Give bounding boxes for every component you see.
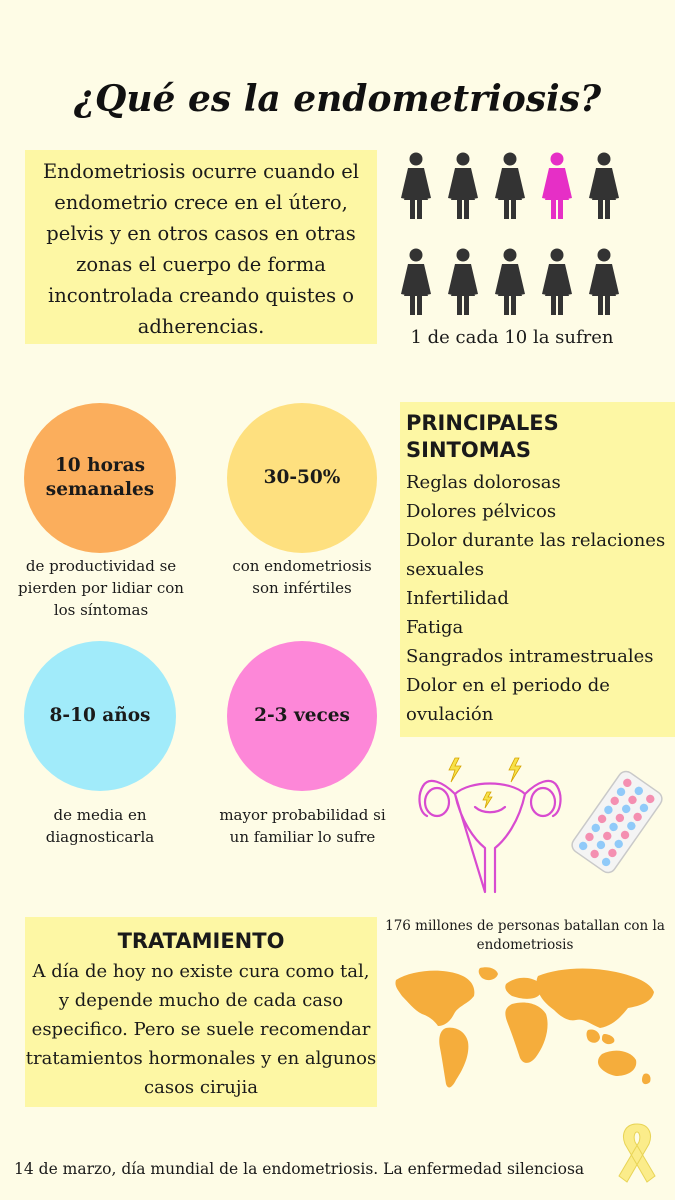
symptom-item: Sangrados intramestruales [406, 646, 654, 667]
woman-icon [589, 249, 619, 316]
women-caption: 1 de cada 10 la sufren [410, 327, 614, 348]
symptom-item: Dolores pélvicos [406, 501, 557, 522]
uterus-icon [415, 752, 565, 897]
symptoms-box [400, 402, 675, 737]
stat-value: 8-10 años [49, 705, 151, 726]
page-title: ¿Qué es la endometriosis? [73, 78, 602, 120]
woman-icon [589, 153, 619, 220]
stat-value: 2-3 veces [254, 705, 350, 726]
world-map-icon [388, 962, 660, 1102]
woman-icon [542, 153, 572, 220]
stat-value: 30-50% [263, 467, 341, 488]
map-caption: 176 millones de personas batallan con la endometriosis [385, 918, 665, 953]
footer-text: 14 de marzo, día mundial de la endometriosis. La enfermedad silenciosa [14, 1160, 585, 1178]
symptom-item: Infertilidad [406, 588, 509, 609]
treatment-box [25, 917, 377, 1107]
stat-caption-family: mayor probabilidad si un familiar lo sufre [219, 806, 386, 846]
ribbon-icon [615, 1120, 659, 1188]
symptom-item: Dolor durante las relaciones sexuales [406, 530, 666, 580]
woman-icon [495, 249, 525, 316]
symptom-item: Fatiga [406, 617, 464, 638]
woman-icon [448, 249, 478, 316]
stat-circle-family [227, 641, 377, 791]
woman-icon [448, 153, 478, 220]
symptoms-heading: PRINCIPALES SINTOMAS [406, 411, 559, 462]
stat-circle-diagnosis [24, 641, 176, 791]
woman-icon [401, 153, 431, 220]
stat-value: 10 horas semanales [45, 455, 155, 500]
stat-caption-hours: de productividad se pierden por lidiar con los síntomas [18, 557, 184, 619]
stat-circle-hours [24, 403, 176, 553]
woman-icon [495, 153, 525, 220]
woman-icon [542, 249, 572, 316]
stat-circle-infertility [227, 403, 377, 553]
stat-caption-infertility: con endometriosis son infértiles [232, 557, 372, 597]
woman-icon [401, 249, 431, 316]
symptom-item: Dolor en el periodo de ovulación [406, 675, 610, 725]
symptom-item: Reglas dolorosas [406, 472, 561, 493]
symptoms-list [406, 468, 675, 729]
treatment-heading: TRATAMIENTO [117, 929, 285, 953]
stat-caption-diagnosis: de media en diagnosticarla [45, 806, 155, 846]
intro-text: Endometriosis ocurre cuando el endometrio crece en el útero, pelvis y en otros casos en otras zonas el cuerpo de forma incontrolada creando quistes o adherencias. [25, 150, 377, 344]
pill-pack-icon [570, 770, 665, 875]
treatment-text: A día de hoy no existe cura como tal, y depende mucho de cada caso especifico. Pero se suele recomendar tratamientos hormonales y en algunos casos cirujia [25, 961, 377, 1098]
women-icons [392, 150, 632, 320]
